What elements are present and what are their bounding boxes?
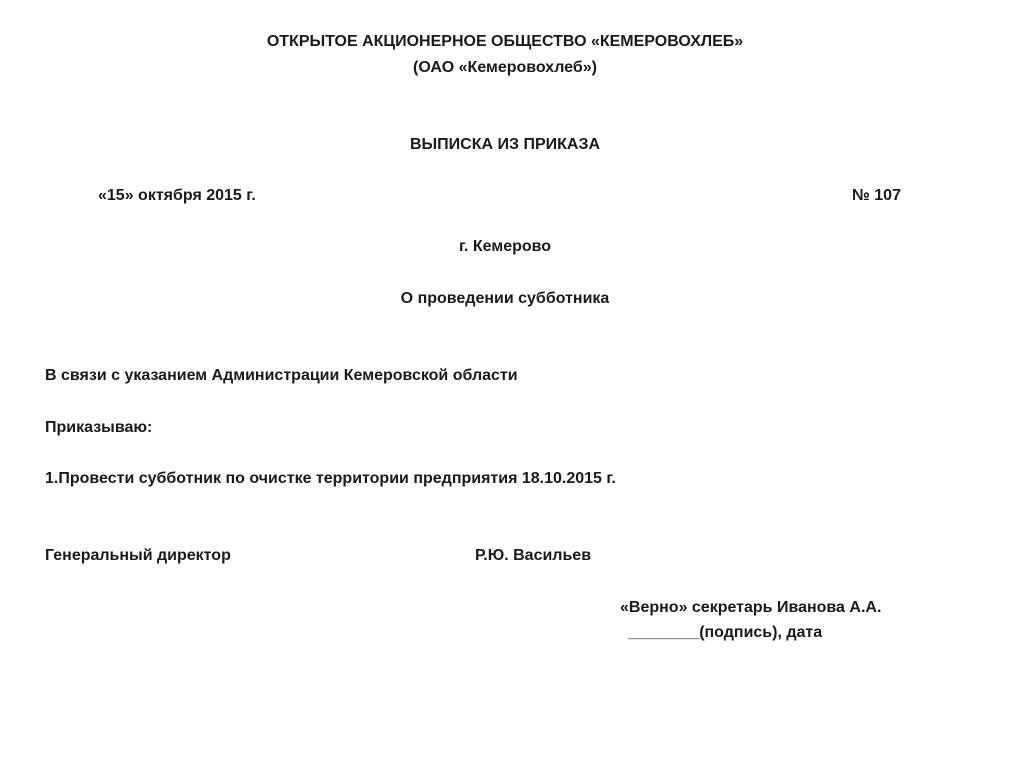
document-date: «15» октября 2015 г. <box>98 187 256 204</box>
document-title: ВЫПИСКА ИЗ ПРИКАЗА <box>409 136 601 153</box>
organization-short-name: (ОАО «Кемеровохлеб») <box>413 59 597 76</box>
signatory-name: Р.Ю. Васильев <box>475 547 592 564</box>
signatory-position: Генеральный директор <box>45 547 231 564</box>
order-item: 1.Провести субботник по очистке территории предприятия 18.10.2015 г. <box>45 470 616 487</box>
document-subject: О проведении субботника <box>400 290 610 307</box>
document-number: № 107 <box>852 187 901 204</box>
document-city: г. Кемерово <box>458 238 552 255</box>
order-preamble: В связи с указанием Администрации Кемеровской области <box>45 367 518 384</box>
certification-signature-line: ________(подпись), дата <box>628 624 823 641</box>
certification-text: «Верно» секретарь Иванова А.А. <box>620 599 882 616</box>
order-word: Приказываю: <box>45 419 153 436</box>
organization-full-name: ОТКРЫТОЕ АКЦИОНЕРНОЕ ОБЩЕСТВО «КЕМЕРОВОХЛЕБ» <box>266 33 744 50</box>
